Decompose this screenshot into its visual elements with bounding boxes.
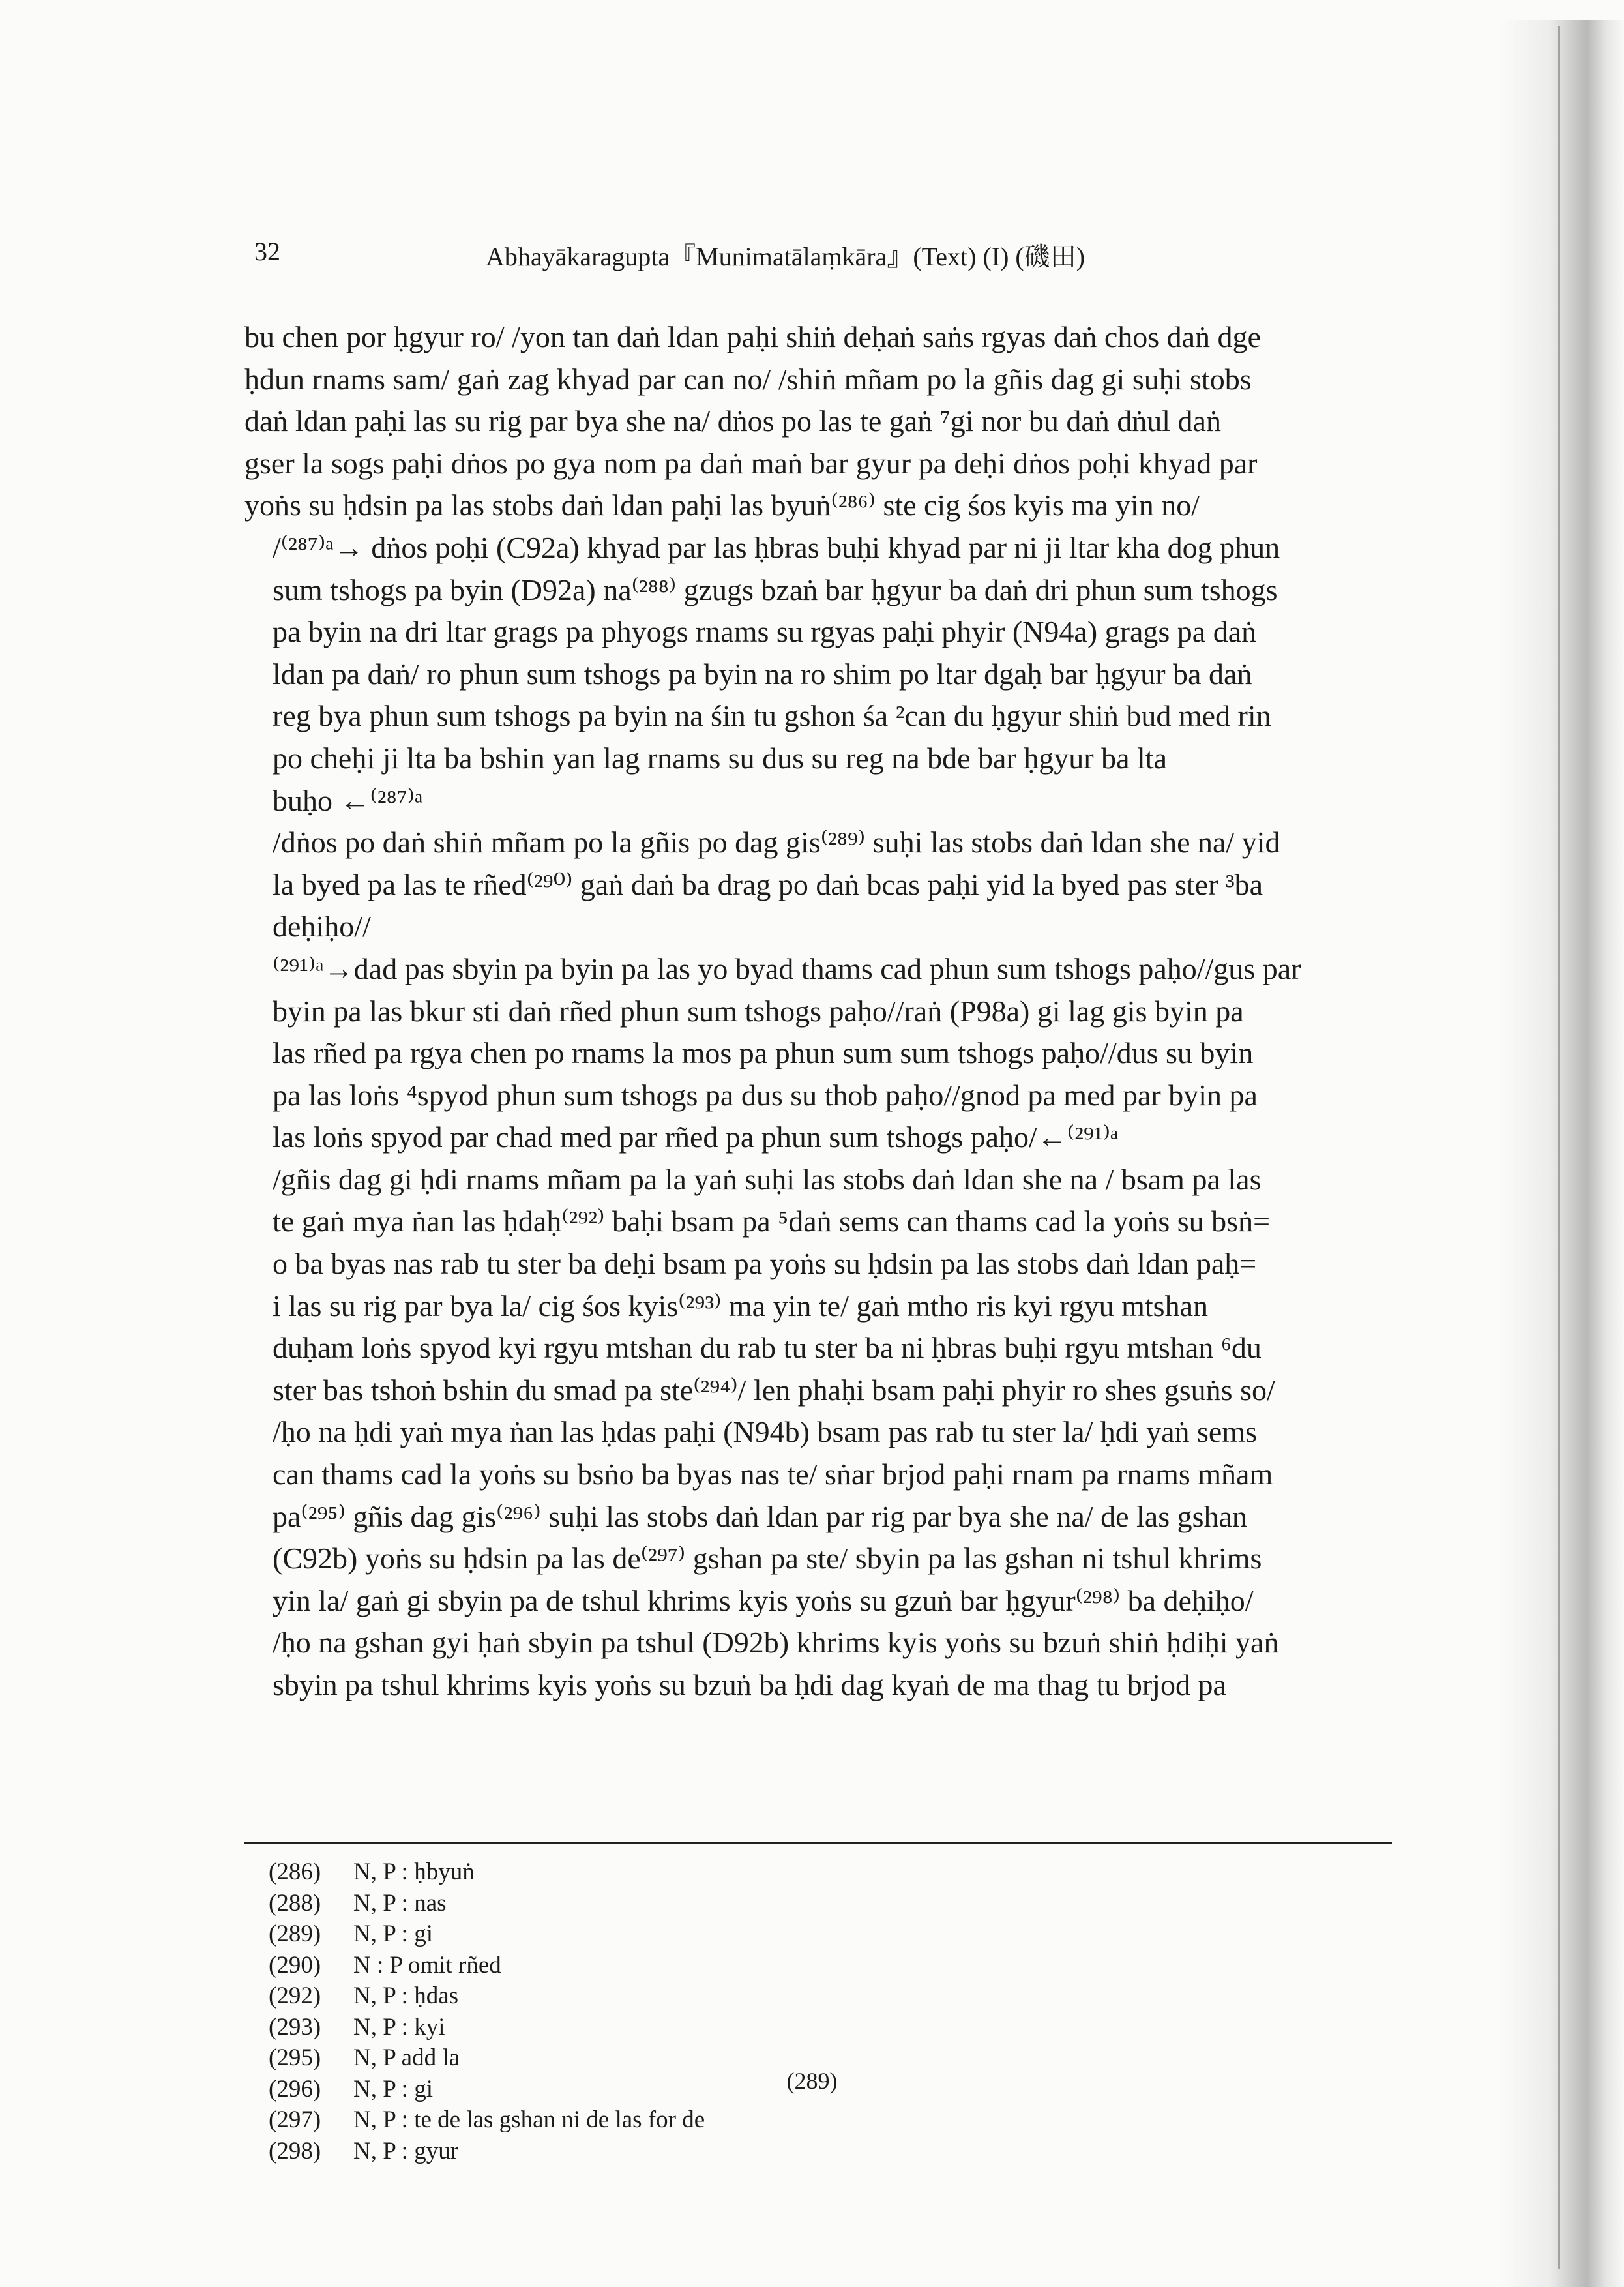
footnote-text: N, P : te de las gshan ni de las for de (353, 2106, 705, 2133)
main-text (244, 316, 1392, 1707)
text-line: la byed pa las te rñed⁽²⁹⁰⁾ gaṅ daṅ ba drag po daṅ bcas paḥi yid la byed pas ster ³ba (273, 867, 1263, 901)
footnote-text: N, P : nas (353, 1889, 447, 1917)
footnote-text: N, P : gi (353, 1921, 433, 1947)
footnote (269, 1950, 1051, 1981)
text-line: ḥdun rnams sam/ gaṅ zag khyad par can no/ /shiṅ mñam po la gñis dag gi suḥi stobs (244, 362, 1252, 396)
footnote-number: (295) (269, 2044, 321, 2071)
text-line: o ba byas nas rab tu ster ba deḥi bsam pa yoṅs su ḥdsin pa las stobs daṅ ldan paḥ= (273, 1247, 1257, 1281)
text-line: daṅ ldan paḥi las su rig par bya she na/ dṅos po las te gaṅ ⁷gi nor bu daṅ dṅul daṅ (244, 404, 1221, 438)
footnote-number: (290) (269, 1951, 321, 1979)
text-line: yoṅs su ḥdsin pa las stobs daṅ ldan paḥi las byuṅ⁽²⁸⁶⁾ ste cig śos kyis ma yin no/ (244, 488, 1200, 522)
footnote (269, 1857, 1051, 1888)
text-line: /gñis dag gi ḥdi rnams mñam pa la yaṅ suḥi las stobs daṅ ldan she na / bsam pa las (273, 1162, 1262, 1196)
footnote-text: N, P add la (353, 2044, 460, 2071)
text-line: las loṅs spyod par chad med par rñed pa phun sum tshogs paḥo/←⁽²⁹¹⁾ᵃ (273, 1120, 1119, 1154)
text-line: las rñed pa rgya chen po rnams la mos pa phun sum sum tshogs paḥo//dus su byin (273, 1036, 1254, 1070)
text-line: can thams cad la yoṅs su bsṅo ba byas nas te/ sṅar brjod paḥi rnam pa rnams mñam (273, 1457, 1273, 1491)
text-line: pa las loṅs ⁴spyod phun sum tshogs pa dus su thob paḥo//gnod pa med par byin pa (273, 1078, 1258, 1112)
text-line: ⁽²⁹¹⁾ᵃ→dad pas sbyin pa byin pa las yo byad thams cad phun sum tshogs paḥo//gus par (273, 951, 1301, 985)
page-header (254, 236, 1395, 275)
text-line: deḥiḥo// (273, 910, 371, 944)
text-line: te gaṅ mya ṅan las ḥdaḥ⁽²⁹²⁾ baḥi bsam pa ⁵daṅ sems can thams cad la yoṅs su bsṅ= (273, 1204, 1271, 1238)
running-title: Abhayākaragupta『Munimatālaṃkāra』(Text) (I) (磯田) (486, 242, 1085, 271)
footnote-number: (292) (269, 1982, 321, 2009)
text-line: reg bya phun sum tshogs pa byin na śin tu gshon śa ²can du ḥgyur shiṅ bud med rin (273, 699, 1271, 733)
text-line: ster bas tshoṅ bshin du smad pa ste⁽²⁹⁴⁾/ len phaḥi bsam paḥi phyir ro shes gsuṅs so/ (273, 1373, 1275, 1407)
scan-edge-shadow (1500, 20, 1624, 2287)
footnote-text: N, P : ḥdas (353, 1982, 459, 2009)
text-line: /ḥo na ḥdi yaṅ mya ṅan las ḥdas paḥi (N94b) bsam pas rab tu ster la/ ḥdi yaṅ sems (273, 1415, 1258, 1449)
footnote (269, 1981, 1051, 2012)
footnote-number: (297) (269, 2106, 321, 2133)
text-line: (C92b) yoṅs su ḥdsin pa las de⁽²⁹⁷⁾ gshan pa ste/ sbyin pa las gshan ni tshul khrims (273, 1542, 1262, 1576)
footnote-number: (293) (269, 2013, 321, 2040)
footnote (269, 1888, 1051, 1919)
footnote-number: (286) (269, 1859, 321, 1885)
text-line: /dṅos po daṅ shiṅ mñam po la gñis po dag gis⁽²⁸⁹⁾ suḥi las stobs daṅ ldan she na/ yid (273, 826, 1280, 859)
footnote-rule (244, 1842, 1392, 1844)
footnote-text: N, P : ḥbyuṅ (353, 1859, 475, 1885)
text-line: yin la/ gaṅ gi sbyin pa de tshul khrims kyis yoṅs su gzuṅ bar ḥgyur⁽²⁹⁸⁾ ba deḥiḥo/ (273, 1583, 1254, 1617)
footnote-number: (289) (269, 1921, 321, 1947)
text-line: gser la sogs paḥi dṅos po gya nom pa daṅ maṅ bar gyur pa deḥi dṅos poḥi khyad par (244, 446, 1258, 480)
footnote-number: (288) (269, 1889, 321, 1917)
footnote-number: (298) (269, 2137, 321, 2164)
text-line: /⁽²⁸⁷⁾ᵃ→ dṅos poḥi (C92a) khyad par las ḥbras buḥi khyad par ni ji ltar kha dog phun (273, 530, 1280, 564)
footnote-number: (296) (269, 2075, 321, 2102)
text-line: pa⁽²⁹⁵⁾ gñis dag gis⁽²⁹⁶⁾ suḥi las stobs daṅ ldan par rig par bya she na/ de las gshan (273, 1499, 1247, 1533)
text-line: ldan pa daṅ/ ro phun sum tshogs pa byin na ro shim po ltar dgaḥ bar ḥgyur ba daṅ (273, 657, 1252, 691)
footnote (269, 2104, 1051, 2136)
text-line: sbyin pa tshul khrims kyis yoṅs su bzuṅ ba ḥdi dag kyaṅ de ma thag tu brjod pa (273, 1668, 1226, 1701)
footnote-text: N, P : gyur (353, 2137, 459, 2164)
footnote-text: N, P : gi (353, 2075, 433, 2102)
folio-number: (289) (786, 2068, 838, 2094)
page-number: 32 (254, 237, 280, 266)
text-line: duḥam loṅs spyod kyi rgyu mtshan du rab tu ster ba ni ḥbras buḥi rgyu mtshan ⁶du (273, 1331, 1262, 1365)
text-line: po cheḥi ji lta ba bshin yan lag rnams su dus su reg na bde bar ḥgyur ba lta (273, 741, 1168, 775)
text-line: i las su rig par bya la/ cig śos kyis⁽²⁹³⁾ ma yin te/ gaṅ mtho ris kyi rgyu mtshan (273, 1289, 1208, 1323)
text-line: bu chen por ḥgyur ro/ /yon tan daṅ ldan paḥi shiṅ deḥaṅ saṅs rgyas daṅ chos daṅ dge (244, 320, 1261, 353)
footnote (269, 2136, 1051, 2167)
footnote-text: N : P omit rñed (353, 1951, 501, 1979)
text-line: pa byin na dri ltar grags pa phyogs rnams su rgyas paḥi phyir (N94a) grags pa daṅ (273, 615, 1257, 649)
footnote-text: N, P : kyi (353, 2013, 445, 2040)
text-line: sum tshogs pa byin (D92a) na⁽²⁸⁸⁾ gzugs bzaṅ bar ḥgyur ba daṅ dri phun sum tshogs (273, 573, 1278, 606)
text-line: /ḥo na gshan gyi ḥaṅ sbyin pa tshul (D92b) khrims kyis yoṅs su bzuṅ shiṅ ḥdiḥi yaṅ (273, 1626, 1279, 1660)
footnote (269, 1919, 1051, 1950)
footnotes (269, 1857, 1051, 2166)
text-line: buḥo ←⁽²⁸⁷⁾ᵃ (273, 783, 423, 817)
footnote (269, 2012, 1051, 2043)
text-line: byin pa las bkur sti daṅ rñed phun sum tshogs paḥo//raṅ (P98a) gi lag gis byin pa (273, 994, 1244, 1028)
